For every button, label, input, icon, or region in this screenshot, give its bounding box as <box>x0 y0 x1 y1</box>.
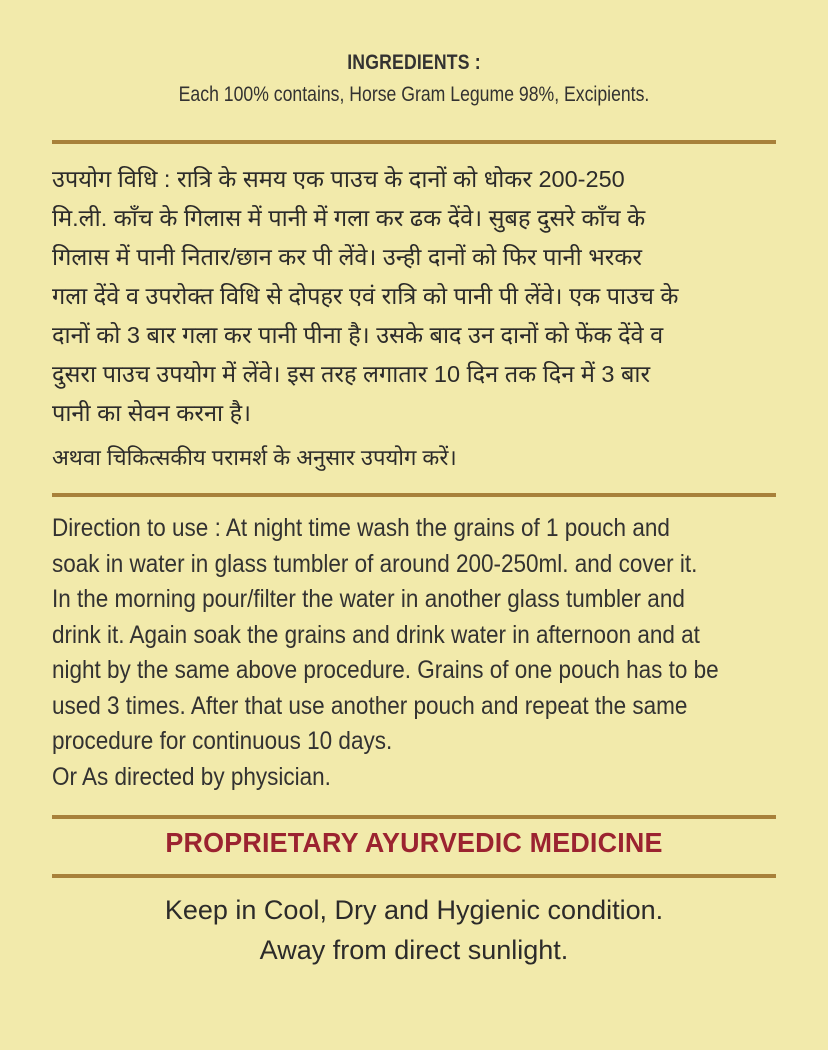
english-line: In the morning pour/filter the water in another glass tumbler and <box>52 585 685 613</box>
hindi-alternative-line: अथवा चिकित्सकीय परामर्श के अनुसार उपयोग करें। <box>52 445 457 470</box>
hindi-line: गला देंवे व उपरोक्त विधि से दोपहर एवं रात्रि को पानी पी लेंवे। एक पाउच के <box>52 283 679 309</box>
english-line: Direction to use : At night time wash the grains of 1 pouch and <box>52 514 670 542</box>
hindi-line: गिलास में पानी नितार/छान कर पी लेंवे। उन्ही दानों को फिर पानी भरकर <box>52 244 643 270</box>
english-line: Or As directed by physician. <box>52 762 331 791</box>
storage-instructions-section <box>0 878 828 970</box>
english-line: night by the same above procedure. Grains of one pouch has to be <box>52 656 719 684</box>
ingredients-composition-text: Each 100% contains, Horse Gram Legume 98%, Excipients. <box>178 83 650 106</box>
hindi-directions-section <box>0 144 828 477</box>
ingredients-heading: INGREDIENTS : <box>347 51 481 74</box>
storage-line-2: Away from direct sunlight. <box>259 935 569 965</box>
hindi-line: उपयोग विधि : रात्रि के समय एक पाउच के दानों को धोकर 200-250 <box>52 166 625 192</box>
english-line: drink it. Again soak the grains and drink water in afternoon and at <box>52 620 700 649</box>
hindi-line: दुसरा पाउच उपयोग में लेंवे। इस तरह लगातार 10 दिन तक दिन में 3 बार <box>52 361 651 387</box>
english-line: soak in water in glass tumbler of around 200-250ml. and cover it. <box>52 549 698 578</box>
hindi-line: दानों को 3 बार गला कर पानी पीना है। उसके बाद उन दानों को फेंक देंवे व <box>52 322 664 348</box>
ingredients-section <box>0 0 828 110</box>
hindi-line: पानी का सेवन करना है। <box>52 400 251 426</box>
english-line: used 3 times. After that use another pouch and repeat the same <box>52 691 688 720</box>
proprietary-medicine-banner: PROPRIETARY AYURVEDIC MEDICINE <box>165 827 663 858</box>
english-directions-section <box>0 497 828 795</box>
hindi-line: मि.ली. काँच के गिलास में पानी में गला कर ढक देंवे। सुबह दुसरे काँच के <box>52 205 646 231</box>
english-line: procedure for continuous 10 days. <box>52 727 393 755</box>
storage-line-1: Keep in Cool, Dry and Hygienic condition. <box>164 895 664 925</box>
